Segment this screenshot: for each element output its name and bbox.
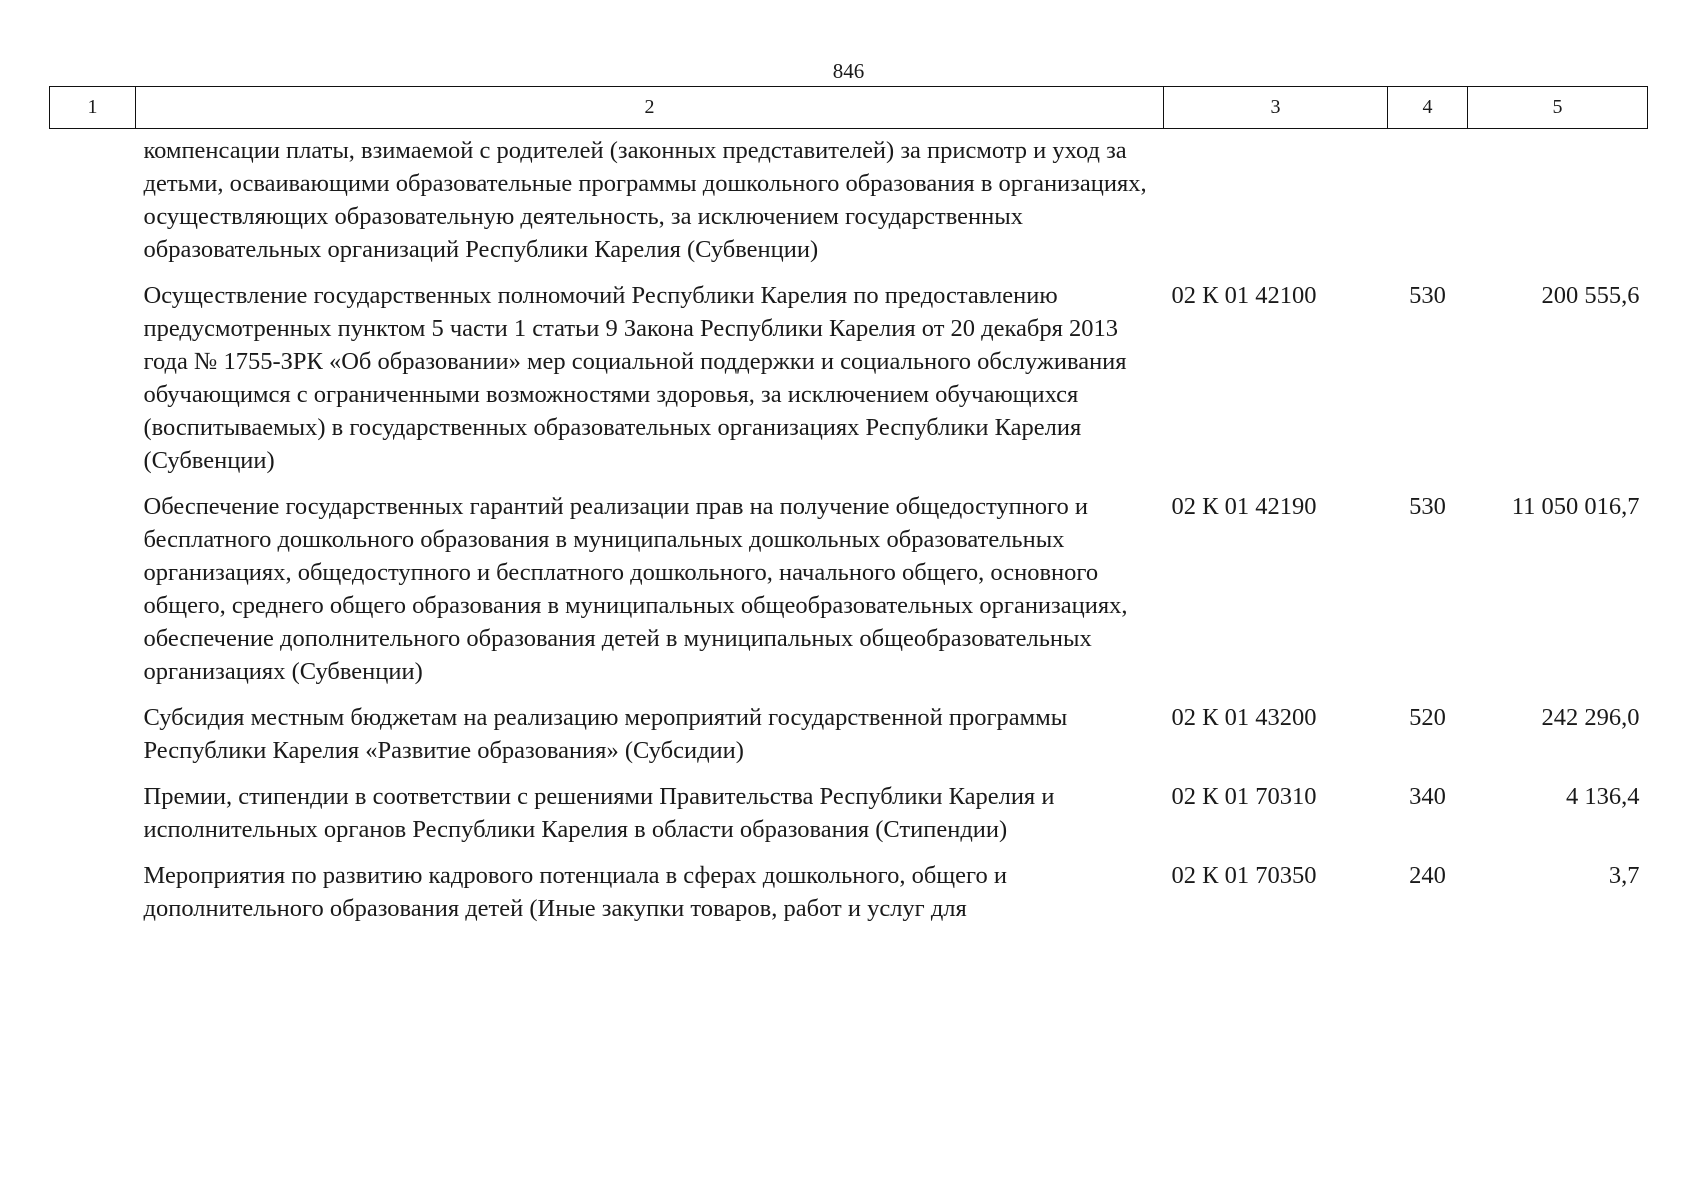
- row-description: компенсации платы, взимаемой с родителей (законных представителей) за присмотр и уход за детьми, осваивающими образовательные программы дошкольного образования в организациях, осуществляющих образовательную деятельность, за исключением государственных образовательных организаций Республики Карелия (Субвенции): [143, 137, 1147, 263]
- table-row: [50, 129, 1648, 280]
- row-expense-type: 240: [1409, 862, 1446, 889]
- row-expense-type: 530: [1409, 282, 1446, 309]
- table-row: [50, 490, 1648, 701]
- row-amount: 200 555,6: [1541, 282, 1640, 309]
- row-amount: 11 050 016,7: [1511, 493, 1640, 520]
- row-description: Осуществление государственных полномочий Республики Карелия по предоставлению предусмотренных пунктом 5 части 1 статьи 9 Закона Республики Карелия от 20 декабря 2013 года № 1755-ЗРК «Об образовании» мер социальной поддержки и социального обслуживания обучающимся с ограниченными возможностями здоровья, за исключением обучающихся (воспитываемых) в государственных образовательных организациях Республики Карелия (Субвенции): [143, 282, 1127, 474]
- header-col-2: 2: [136, 87, 1164, 129]
- row-blank-cell: [50, 780, 136, 859]
- header-col-5: 5: [1468, 87, 1648, 129]
- row-target-code: 02 К 01 42100: [1171, 282, 1317, 309]
- page-number: 846: [832, 59, 865, 83]
- row-blank-cell: [50, 279, 136, 490]
- row-expense-type: 530: [1409, 493, 1446, 520]
- table-row: [50, 859, 1648, 925]
- row-blank-cell: [50, 701, 136, 780]
- budget-table: [49, 86, 1648, 925]
- row-amount: 4 136,4: [1566, 783, 1640, 810]
- row-description: Мероприятия по развитию кадрового потенциала в сферах дошкольного, общего и дополнительного образования детей (Иные закупки товаров, работ и услуг для: [143, 862, 1007, 922]
- table-header-row: [50, 87, 1648, 129]
- row-amount: 3,7: [1608, 862, 1640, 889]
- table-row: [50, 780, 1648, 859]
- row-expense-type: [1388, 129, 1468, 280]
- row-target-code: 02 К 01 42190: [1171, 493, 1317, 520]
- row-blank-cell: [50, 129, 136, 280]
- row-description: Обеспечение государственных гарантий реализации прав на получение общедоступного и бесплатного дошкольного образования в муниципальных дошкольных образовательных организациях, общедоступного и бесплатного дошкольного, начального общего, основного общего, среднего общего образования в муниципальных общеобразовательных организациях, обеспечение дополнительного образования детей в муниципальных общеобразовательных организациях (Субвенции): [143, 493, 1128, 685]
- row-target-code: 02 К 01 70310: [1171, 783, 1317, 810]
- row-target-code: 02 К 01 70350: [1171, 862, 1317, 889]
- row-description: Премии, стипендии в соответствии с решениями Правительства Республики Карелия и исполнительных органов Республики Карелия в области образования (Стипендии): [143, 783, 1055, 843]
- row-expense-type: 520: [1409, 704, 1446, 731]
- table-row: [50, 701, 1648, 780]
- row-target-code: [1164, 129, 1388, 280]
- header-col-4: 4: [1388, 87, 1468, 129]
- table-row: [50, 279, 1648, 490]
- row-expense-type: 340: [1409, 783, 1446, 810]
- row-blank-cell: [50, 490, 136, 701]
- row-blank-cell: [50, 859, 136, 925]
- header-col-1: 1: [50, 87, 136, 129]
- row-amount: [1468, 129, 1648, 280]
- row-target-code: 02 К 01 43200: [1171, 704, 1317, 731]
- row-amount: 242 296,0: [1541, 704, 1640, 731]
- header-col-3: 3: [1164, 87, 1388, 129]
- row-description: Субсидия местным бюджетам на реализацию мероприятий государственной программы Республики Карелия «Развитие образования» (Субсидии): [143, 704, 1068, 764]
